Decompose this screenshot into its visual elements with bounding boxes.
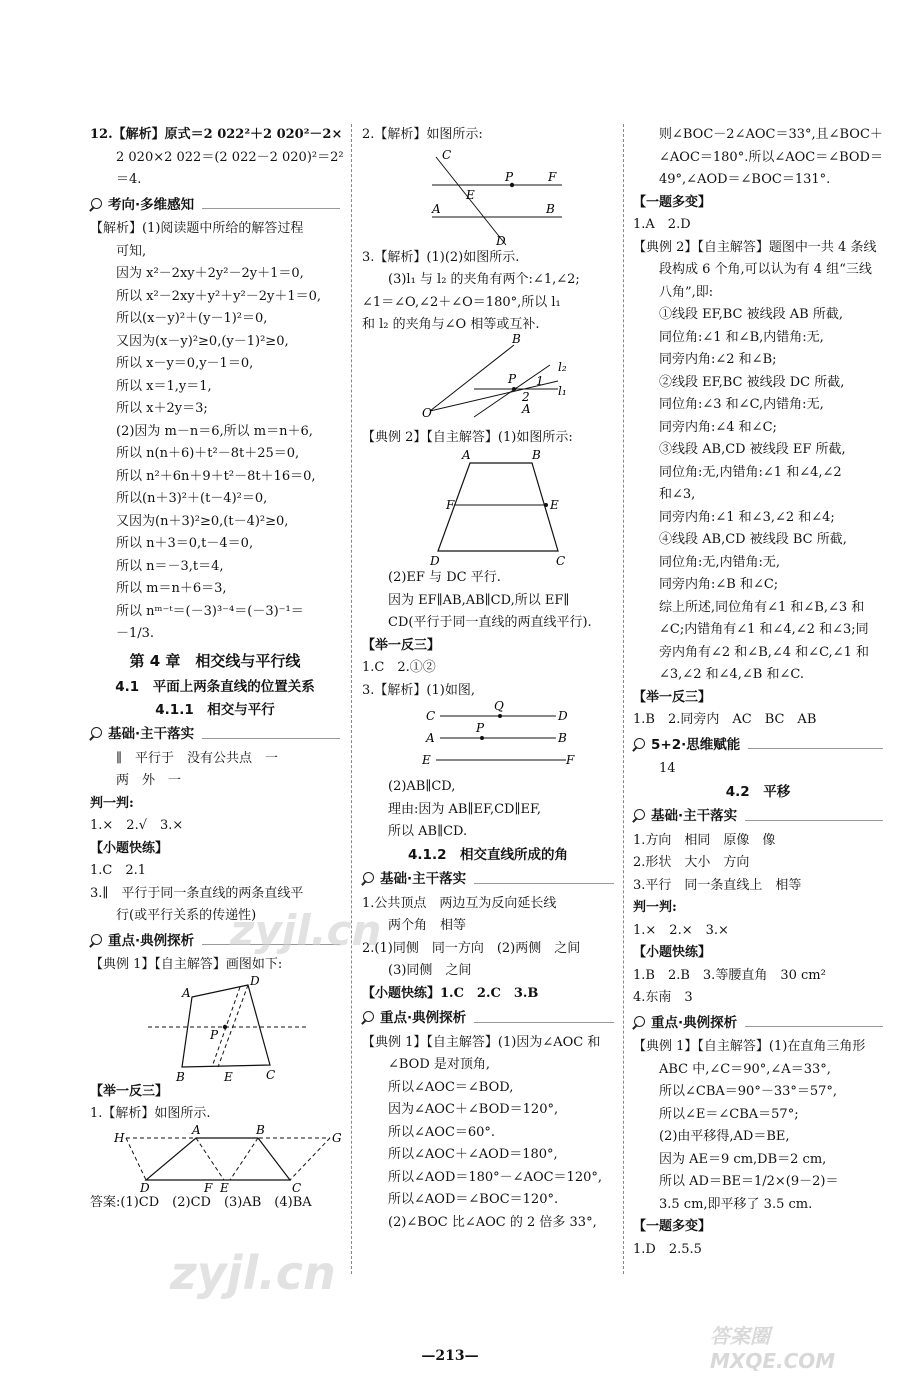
svg-text:A: A: [522, 401, 531, 416]
svg-text:E: E: [422, 753, 431, 767]
text-line: 和 l₂ 的夹角与∠O 相等或互补.: [362, 317, 540, 332]
text-line: 又因为(x－y)²≥0,(y－1)²≥0,: [116, 333, 289, 349]
svg-text:F: F: [566, 753, 575, 767]
text-line: 行(或平行关系的传递性): [116, 908, 257, 923]
text-line: 八角”,即:: [659, 284, 714, 300]
svg-text:P: P: [505, 169, 514, 184]
three-parallel-lines-figure: [362, 699, 614, 776]
text-line: ①线段 EF,BC 被线段 AB 所截,: [659, 307, 843, 322]
svg-text:G: G: [332, 1130, 342, 1145]
svg-text:P: P: [508, 371, 517, 386]
text-line: 所以∠AOC＋∠AOD＝180°,: [388, 1147, 558, 1162]
svg-text:F: F: [446, 498, 455, 512]
text-line: 1.× 2.× 3.×: [633, 922, 729, 938]
svg-text:l₁: l₁: [558, 383, 567, 398]
text-line: 2.形状 大小 方向: [633, 855, 750, 870]
watermark: 答案圈 MXQE.COM: [710, 1324, 836, 1373]
text-line: ∠1＝∠O,∠2＋∠O＝180°,所以 l₁: [362, 294, 561, 310]
angle-figure: [362, 331, 614, 427]
svg-text:A: A: [192, 1122, 201, 1137]
text-line: 所以(x－y)²＋(y－1)²＝0,: [116, 311, 268, 326]
text-line: 2 020×2 022＝(2 022－2 020)²＝2²: [116, 149, 344, 165]
subsection-title: 4.1.1 相交与平行: [155, 701, 275, 718]
text-line: 判一判:: [633, 900, 677, 915]
text-line: 所以∠AOC＝60°.: [388, 1124, 496, 1140]
text-line: 所以 n＝－3,t＝4,: [116, 558, 224, 574]
section-heading: 重点·典例探析: [633, 1012, 883, 1035]
svg-text:2: 2: [522, 389, 530, 404]
svg-text:E: E: [224, 1069, 233, 1084]
text-line: (2)∠BOC 比∠AOC 的 2 倍多 33°,: [388, 1214, 597, 1230]
text-line: 旁内角有∠2 和∠B,∠4 和∠C,∠1 和: [659, 644, 869, 660]
section-heading: 基础·主干落实: [362, 868, 614, 891]
text-line: 1.C 2.①②: [362, 660, 436, 675]
text-line: 所以 m＝n＋6＝3,: [116, 581, 227, 596]
section-heading: 考向·多维感知: [90, 194, 340, 217]
svg-text:C: C: [556, 554, 566, 568]
text-line: 2.(1)同侧 同一方向 (2)两侧 之间: [362, 940, 581, 956]
text-line: 因为 EF∥AB,AB∥CD,所以 EF∥: [388, 592, 570, 608]
text-line: 同旁内角:∠4 和∠C;: [659, 419, 777, 435]
quadrilateral-figure: [90, 973, 340, 1084]
column-left: [90, 124, 344, 1214]
text-line: 则∠BOC－2∠AOC＝33°,且∠BOC＋: [659, 127, 883, 142]
text-line: 2.【解析】如图所示:: [362, 127, 483, 142]
svg-text:P: P: [476, 721, 485, 735]
text-line: －1/3.: [116, 626, 155, 641]
section-title: 4.2 平移: [725, 783, 791, 800]
text-line: 因为 x²－2xy＋2y²－2y＋1＝0,: [116, 266, 304, 281]
magnifier-icon: [362, 871, 376, 887]
text-line: 3.【解析】(1)如图,: [362, 682, 475, 698]
text-line: (2)EF 与 DC 平行.: [388, 570, 501, 585]
text-line: 同旁内角:∠2 和∠B;: [659, 352, 777, 367]
watermark: zyjl.cn: [230, 906, 382, 955]
parallel-lines-figure: [362, 147, 614, 247]
text-line: 【举一反三】: [362, 637, 441, 653]
magnifier-icon: [90, 197, 104, 213]
text-line: 【典例 1】【自主解答】(1)在直角三角形: [633, 1039, 866, 1054]
trapezoid-abcd-figure: [362, 449, 614, 567]
text-line: 综上所述,同位角有∠1 和∠B,∠3 和: [659, 599, 865, 615]
text-line: 段构成 6 个角,可以认为有 4 组“三线: [659, 262, 872, 277]
svg-text:A: A: [432, 201, 441, 216]
text-line: ∠AOC＝180°.所以∠AOC＝∠BOD＝: [659, 149, 883, 165]
text-line: CD(平行于同一直线的两直线平行).: [388, 615, 592, 630]
text-line: ∠3,∠2 和∠4,∠B 和∠C.: [659, 667, 804, 682]
svg-text:H: H: [114, 1130, 125, 1145]
chapter-title: 第 4 章 相交线与平行线: [129, 651, 301, 670]
text-line: (3)同侧 之间: [388, 963, 472, 978]
svg-text:A: A: [426, 731, 435, 745]
text-line: 【小题快练】: [633, 945, 712, 960]
text-line: 可知,: [116, 243, 147, 259]
text-line: 【解析】(1)阅读题中所给的解答过程: [90, 221, 304, 236]
magnifier-icon: [90, 933, 104, 949]
svg-text:B: B: [558, 731, 567, 745]
svg-text:D: D: [558, 709, 568, 723]
column-middle: [362, 124, 614, 1234]
text-line: 1.方向 相同 原像 像: [633, 832, 776, 848]
text-line: ∥ 平行于 没有公共点 一: [116, 750, 279, 766]
section-heading: 重点·典例探析: [90, 930, 340, 953]
text-line: 所以∠CBA＝90°－33°＝57°,: [659, 1084, 838, 1099]
text-line: (2)因为 m－n＝6,所以 m＝n＋6,: [116, 423, 313, 439]
text-line: 因为 AE＝9 cm,DB＝2 cm,: [659, 1151, 827, 1167]
text-line: 所以 AB∥CD.: [388, 824, 468, 839]
text-line: 同旁内角:∠1 和∠3,∠2 和∠4;: [659, 509, 835, 525]
text-line: 【典例 1】【自主解答】(1)因为∠AOC 和: [362, 1034, 601, 1050]
text-line: 【举一反三】: [633, 689, 712, 705]
magnifier-icon: [90, 726, 104, 742]
svg-text:A: A: [462, 448, 471, 462]
text-line: ∠BOD 是对顶角,: [388, 1057, 491, 1072]
trapezoid-figure: [90, 1122, 342, 1195]
svg-text:D: D: [430, 554, 440, 568]
section-heading: 5+2·思维赋能: [633, 734, 883, 757]
text-line: 所以∠AOC＝∠BOD,: [388, 1079, 514, 1095]
text-line: 1.B 2.B 3.等腰直角 30 cm²: [633, 967, 826, 983]
text-line: (2)由平移得,AD＝BE,: [659, 1129, 790, 1144]
text-line: 所以 n(n＋6)＋t²－8t＋25＝0,: [116, 446, 300, 461]
text-line: 所以 x＋2y＝3;: [116, 401, 208, 416]
svg-text:l₂: l₂: [558, 359, 567, 374]
text-line: 和∠3,: [659, 487, 696, 502]
text-line: 又因为(n＋3)²≥0,(t－4)²≥0,: [116, 513, 289, 529]
section-heading: 基础·主干落实: [633, 805, 883, 828]
text-line: 3.5 cm,即平移了 3.5 cm.: [659, 1196, 813, 1212]
svg-text:O: O: [422, 405, 432, 420]
magnifier-icon: [362, 1010, 376, 1026]
page-number: —213—: [421, 1348, 479, 1364]
column-divider: [623, 124, 624, 1274]
text-line: ④线段 AB,CD 被线段 BC 所截,: [659, 532, 847, 547]
magnifier-icon: [633, 808, 647, 824]
text-line: 因为∠AOC＋∠BOD＝120°,: [388, 1102, 559, 1117]
text-line: 所以 n²＋6n＋9＋t²－8t＋16＝0,: [116, 468, 316, 484]
text-line: 4.东南 3: [633, 990, 693, 1005]
text-line: 1.C 2.1: [90, 863, 147, 878]
text-line: ABC 中,∠C＝90°,∠A＝33°,: [659, 1061, 831, 1077]
svg-text:F: F: [204, 1180, 213, 1195]
text-line: 同位角:无,内错角:无,: [659, 554, 781, 570]
svg-text:B: B: [546, 201, 555, 216]
text-line: 两个角 相等: [388, 918, 467, 933]
text-line: 同旁内角:∠B 和∠C;: [659, 577, 779, 592]
text-line: 所以(n＋3)²＋(t－4)²＝0,: [116, 491, 268, 506]
text-line: 1.A 2.D: [633, 217, 691, 232]
text-line: 1.× 2.√ 3.×: [90, 818, 184, 833]
text-line: 两 外 一: [116, 773, 182, 788]
text-line: 所以∠AOD＝∠BOC＝120°.: [388, 1192, 559, 1207]
svg-text:B: B: [256, 1122, 265, 1137]
text-line: 1.公共顶点 两边互为反向延长线: [362, 895, 557, 911]
text-line: ②线段 EF,BC 被线段 DC 所截,: [659, 374, 845, 390]
svg-text:P: P: [210, 1027, 219, 1042]
svg-text:B: B: [176, 1069, 185, 1084]
text-line: ＝4.: [116, 172, 142, 187]
svg-text:C: C: [426, 709, 436, 723]
text-line: 所以 x＝1,y＝1,: [116, 378, 212, 394]
text-line: 【典例 2】【自主解答】(1)如图所示:: [362, 429, 573, 445]
text-line: 【举一反三】: [90, 1083, 169, 1099]
text-line: 答案:(1)CD (2)CD (3)AB (4)BA: [90, 1194, 312, 1210]
magnifier-icon: [633, 737, 647, 753]
svg-text:A: A: [182, 985, 191, 1000]
text-line: 1.D 2.5.5: [633, 1241, 702, 1257]
text-line: ∠C;内错角有∠1 和∠4,∠2 和∠3;同: [659, 622, 869, 637]
text-line: 12.【解析】原式＝2 022²＋2 020²－2×: [90, 127, 343, 142]
svg-text:C: C: [292, 1180, 302, 1195]
svg-text:C: C: [442, 147, 452, 162]
svg-text:D: D: [496, 233, 506, 248]
text-line: 【典例 2】【自主解答】题图中一共 4 条线: [633, 239, 877, 255]
column-divider: [351, 124, 352, 1274]
text-line: 理由:因为 AB∥EF,CD∥EF,: [388, 801, 542, 817]
svg-text:C: C: [266, 1067, 276, 1082]
text-line: 【小题快练】: [90, 840, 169, 856]
section-heading: 基础·主干落实: [90, 723, 340, 746]
text-line: 同位角:无,内错角:∠1 和∠4,∠2: [659, 464, 842, 480]
text-line: 所以 n＋3＝0,t－4＝0,: [116, 536, 254, 551]
svg-text:B: B: [512, 331, 521, 346]
text-line: 所以 x－y＝0,y－1＝0,: [116, 356, 254, 371]
text-line: 【典例 1】【自主解答】画图如下:: [90, 957, 283, 972]
text-line: 1.B 2.同旁内 AC BC AB: [633, 712, 817, 727]
svg-text:E: E: [550, 498, 559, 512]
section-heading: 重点·典例探析: [362, 1007, 614, 1030]
text-line: 【小题快练】1.C 2.C 3.B: [362, 985, 539, 1001]
text-line: (2)AB∥CD,: [388, 779, 456, 794]
svg-text:1: 1: [536, 373, 544, 388]
magnifier-icon: [633, 1015, 647, 1031]
svg-text:B: B: [532, 448, 541, 462]
watermark: zyjl.cn: [170, 1246, 336, 1300]
text-line: 1.【解析】如图所示.: [90, 1106, 211, 1121]
section-title: 4.1 平面上两条直线的位置关系: [115, 679, 315, 695]
text-line: 【一题多变】: [633, 194, 712, 210]
svg-text:F: F: [548, 169, 557, 184]
text-line: 所以∠AOD＝180°－∠AOC＝120°,: [388, 1169, 603, 1185]
svg-text:E: E: [466, 187, 475, 202]
svg-text:D: D: [140, 1180, 150, 1195]
text-line: 49°,∠AOD＝∠BOC＝131°.: [659, 172, 831, 187]
text-line: 3.∥ 平行于同一条直线的两条直线平: [90, 885, 304, 901]
subsection-title: 4.1.2 相交直线所成的角: [408, 846, 568, 863]
svg-text:E: E: [220, 1180, 229, 1195]
text-line: 3.平行 同一条直线上 相等: [633, 877, 802, 893]
text-line: 3.【解析】(1)(2)如图所示.: [362, 249, 520, 265]
text-line: 同位角:∠1 和∠B,内错角:无,: [659, 329, 824, 345]
text-line: 14: [659, 761, 676, 776]
svg-text:D: D: [250, 973, 260, 988]
text-line: 所以 x²－2xy＋y²＋y²－2y＋1＝0,: [116, 288, 322, 304]
text-line: 判一判:: [90, 795, 134, 811]
svg-text:Q: Q: [494, 699, 504, 713]
text-line: 所以 AD＝BE＝1/2×(9－2)＝: [659, 1174, 839, 1189]
column-right: [633, 124, 883, 1261]
text-line: ③线段 AB,CD 被线段 EF 所截,: [659, 442, 846, 457]
text-line: 同位角:∠3 和∠C,内错角:无,: [659, 397, 824, 412]
text-line: 所以 nᵐ⁻ᵗ＝(－3)³⁻⁴＝(－3)⁻¹＝: [116, 603, 304, 619]
text-line: (3)l₁ 与 l₂ 的夹角有两个:∠1,∠2;: [388, 272, 580, 287]
text-line: 所以∠E＝∠CBA＝57°;: [659, 1106, 799, 1122]
text-line: 【一题多变】: [633, 1219, 712, 1234]
